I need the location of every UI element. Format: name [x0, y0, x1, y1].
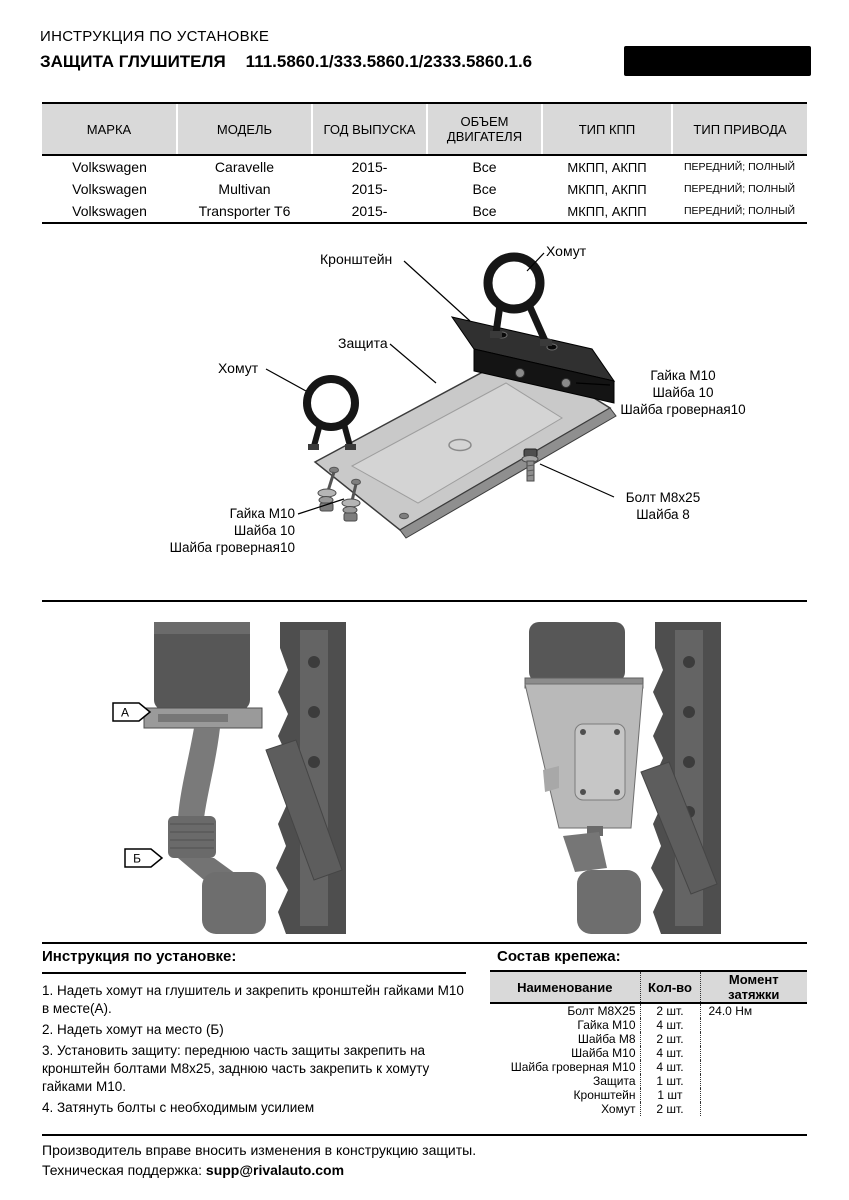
col-gearbox: ТИП КПП — [542, 103, 672, 155]
cell: МКПП, АКПП — [567, 181, 647, 197]
exploded-diagram — [0, 233, 849, 605]
manufacturer-note: Производитель вправе вносить изменения в конструкцию защиты. — [42, 1142, 477, 1158]
left-fastener-stack-label — [115, 505, 295, 556]
cell — [700, 1046, 807, 1060]
cell: Caravelle — [214, 159, 275, 175]
fastener-row — [490, 1018, 807, 1032]
shield-label: Защита — [338, 335, 388, 351]
col-model: МОДЕЛЬ — [177, 103, 312, 155]
cell: Гайка М10 — [577, 1018, 636, 1032]
col-qty: Кол-во — [640, 971, 700, 1003]
support-label: Техническая поддержка: — [42, 1162, 203, 1178]
right-fastener-stack-label — [598, 367, 768, 418]
washer-10-label: Шайба 10 — [652, 385, 714, 400]
cell: Хомут — [601, 1102, 636, 1116]
cell — [700, 1074, 807, 1088]
step-1: 1. Надеть хомут на глушитель и закрепить кронштейн гайками М10 в месте(А). — [42, 983, 464, 1016]
marker-b-letter: Б — [133, 851, 141, 866]
col-engine: ОБЪЕМ ДВИГАТЕЛЯ — [427, 103, 542, 155]
photo-before-drawing — [128, 622, 346, 934]
instruction-steps — [42, 982, 470, 1120]
marker-a-letter: А — [120, 705, 130, 720]
document-title: ИНСТРУКЦИЯ ПО УСТАНОВКЕ — [40, 28, 270, 45]
divider — [42, 600, 807, 602]
vehicle-row — [42, 200, 807, 223]
fastener-row — [490, 1046, 807, 1060]
exhaust-pipe — [563, 832, 641, 934]
cell — [700, 1032, 807, 1046]
nut-m10-label: Гайка М10 — [229, 506, 295, 521]
fastener-row — [490, 1088, 807, 1102]
cell: Volkswagen — [42, 200, 177, 223]
spring-washer-10-label: Шайба гроверная10 — [169, 540, 295, 555]
instructions-title: Инструкция по установке: — [42, 948, 237, 965]
fastener-table-header — [490, 971, 807, 1003]
cell: МКПП, АКПП — [567, 159, 647, 175]
photo-after-drawing — [503, 622, 721, 934]
cell: Шайба гроверная М10 — [510, 1060, 636, 1074]
muffler — [529, 622, 625, 682]
fastener-row — [490, 1060, 807, 1074]
cell: Volkswagen — [72, 159, 147, 175]
support-email: supp@rivalauto.com — [205, 1162, 345, 1178]
col-name: Наименование — [490, 971, 640, 1003]
cell: ПЕРЕДНИЙ; ПОЛНЫЙ — [672, 200, 807, 223]
brand-logo — [624, 46, 811, 76]
cell: Все — [472, 159, 497, 175]
cell: 2 шт. — [640, 1032, 700, 1046]
cell: 4 шт. — [640, 1046, 700, 1060]
fastener-row — [490, 1003, 807, 1018]
cell — [700, 1018, 807, 1032]
clamp-left-label: Хомут — [218, 360, 259, 376]
cell: 1 шт — [640, 1088, 700, 1102]
part-numbers: 111.5860.1/333.5860.1/2333.5860.1.6 — [245, 52, 533, 71]
washer-8-label: Шайба 8 — [636, 507, 690, 522]
cell: ПЕРЕДНИЙ; ПОЛНЫЙ — [683, 183, 796, 195]
exhaust-pipe — [168, 728, 266, 934]
col-torque: Момент затяжки — [700, 971, 807, 1003]
cell: 2 шт. — [640, 1003, 700, 1018]
document-header — [40, 28, 532, 72]
bolt-stack-label — [588, 489, 738, 523]
vehicle-row — [42, 178, 807, 200]
divider — [42, 942, 807, 944]
installation-photos — [0, 616, 849, 942]
fastener-table — [490, 970, 807, 1116]
cell: 4 шт. — [640, 1018, 700, 1032]
fastener-table-wrap — [490, 970, 807, 1116]
cell: Volkswagen — [72, 181, 147, 197]
step-3: 3. Установить защиту: переднюю часть защиты закрепить на кронштейн болтами М8х25, заднюю часть закрепить к хомуту гайками М10. — [42, 1043, 430, 1094]
marker-b — [124, 848, 164, 868]
cell: Защита — [592, 1074, 636, 1088]
installation-photo-before — [128, 622, 346, 934]
cell: Multivan — [218, 181, 271, 197]
cell: 1 шт. — [640, 1074, 700, 1088]
installed-shield — [525, 678, 643, 836]
vehicle-row — [42, 155, 807, 178]
cell: 4 шт. — [640, 1060, 700, 1074]
cell: 2015- — [351, 181, 388, 197]
fastener-row — [490, 1032, 807, 1046]
col-drive: ТИП ПРИВОДА — [672, 103, 807, 155]
divider — [42, 1134, 807, 1136]
col-brand: МАРКА — [42, 103, 177, 155]
divider — [42, 972, 466, 974]
cell — [700, 1102, 807, 1116]
cell: 24.0 Нм — [708, 1004, 753, 1018]
washer-10-label: Шайба 10 — [233, 523, 295, 538]
product-name: ЗАЩИТА ГЛУШИТЕЛЯ — [40, 52, 226, 71]
cell: Transporter T6 — [177, 200, 312, 223]
muffler — [154, 622, 250, 710]
fastener-row — [490, 1102, 807, 1116]
clamp-top-label: Хомут — [546, 243, 587, 259]
step-4: 4. Затянуть болты с необходимым усилием — [42, 1100, 315, 1115]
cell: Шайба М8 — [577, 1032, 636, 1046]
cell: ПЕРЕДНИЙ; ПОЛНЫЙ — [683, 161, 796, 173]
step-2: 2. Надеть хомут на место (Б) — [42, 1022, 224, 1037]
cell: 2 шт. — [640, 1102, 700, 1116]
cell: 2015- — [351, 159, 388, 175]
col-year: ГОД ВЫПУСКА — [312, 103, 427, 155]
cell: 2015- — [312, 200, 427, 223]
marker-a — [112, 702, 152, 722]
bolt-m8x25-label: Болт М8х25 — [625, 490, 701, 505]
cell: Все — [472, 181, 497, 197]
cell — [700, 1060, 807, 1074]
nut-m10-label: Гайка М10 — [650, 368, 716, 383]
cell: Все — [427, 200, 542, 223]
vehicle-table-header — [42, 103, 807, 155]
bracket-label: Кронштейн — [320, 251, 393, 267]
cell: МКПП, АКПП — [542, 200, 672, 223]
cell: Шайба М10 — [571, 1046, 636, 1060]
spring-washer-10-label: Шайба гроверная10 — [620, 402, 746, 417]
fastener-row — [490, 1074, 807, 1088]
support-line — [42, 1162, 344, 1178]
cell — [700, 1088, 807, 1102]
vehicle-table — [42, 102, 807, 224]
bracket-mount-area — [144, 708, 262, 728]
fasteners-title: Состав крепежа: — [497, 948, 621, 965]
cell: Болт М8Х25 — [567, 1004, 636, 1018]
clamp-left-drawing — [307, 379, 356, 450]
installation-photo-after — [503, 622, 721, 934]
cell: Кронштейн — [573, 1088, 636, 1102]
